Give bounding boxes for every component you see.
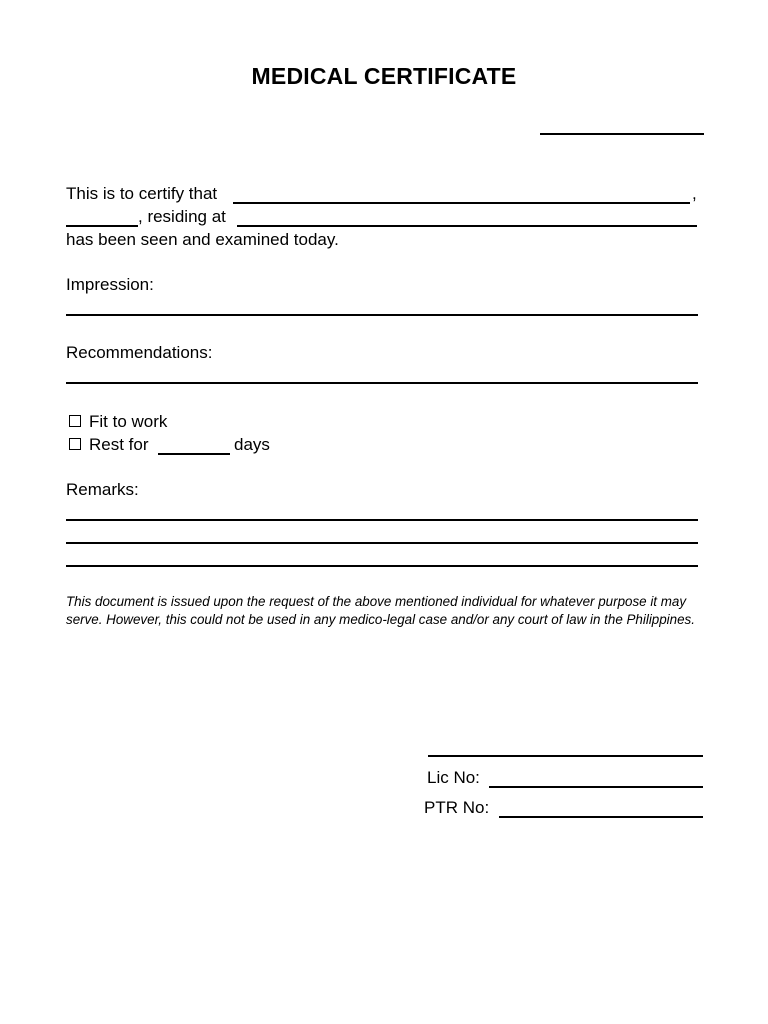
rest-for-checkbox[interactable] (69, 438, 81, 450)
disclaimer-text: This document is issued upon the request of the above mentioned individual for whatever purpose it may serve. However, this could not be used in any medico-legal case and/or any court of law in the Philippines. (66, 594, 695, 627)
ptr-no-line[interactable] (499, 816, 703, 818)
recommendations-label: Recommendations: (66, 343, 213, 362)
recommendations-line[interactable] (66, 382, 698, 384)
certify-prefix: This is to certify that (66, 184, 218, 203)
signature-line[interactable] (428, 755, 703, 757)
residing-label: , residing at (138, 207, 226, 226)
ptr-no-label: PTR No: (424, 798, 490, 817)
remarks-label: Remarks: (66, 480, 139, 499)
lic-no-label: Lic No: (427, 768, 480, 787)
remarks-line[interactable] (66, 565, 698, 567)
patient-name-line[interactable] (233, 202, 690, 204)
impression-label: Impression: (66, 275, 154, 294)
impression-line[interactable] (66, 314, 698, 316)
page-title: MEDICAL CERTIFICATE (251, 63, 517, 89)
age-line[interactable] (66, 225, 138, 227)
days-label: days (234, 435, 270, 454)
fit-to-work-label: Fit to work (89, 412, 168, 431)
lic-no-line[interactable] (489, 786, 703, 788)
certify-comma: , (692, 184, 697, 203)
fit-to-work-checkbox[interactable] (69, 415, 81, 427)
remarks-line[interactable] (66, 542, 698, 544)
rest-days-line[interactable] (158, 453, 230, 455)
examined-text: has been seen and examined today. (66, 230, 339, 249)
remarks-line[interactable] (66, 519, 698, 521)
date-field-line[interactable] (540, 133, 704, 135)
rest-for-label: Rest for (89, 435, 149, 454)
address-line[interactable] (237, 225, 697, 227)
